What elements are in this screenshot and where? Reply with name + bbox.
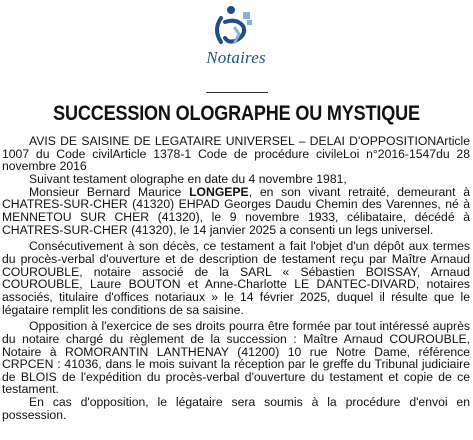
notice-paragraph-testament: Suivant testament olographe en date du 4 novembre 1981, (29, 171, 347, 186)
notice-paragraph-opposition: Opposition à l'exercice de ses droits pourra être formée par tout intéressé auprès du notaire chargé du règlement de la succession : Maître Arnaud COUROUBLE, Notaire à ROMORANTIN LANTHENAY (41200) 10 rue Notre Dame, référence CRPCEN : 41036, dans le mois suivant la réception par le greffe du Tribunal judiciaire de BLOIS de l'expédition du procès-verbal d'ouverture du testament et copie de ce testament. (2, 319, 470, 397)
divider (206, 92, 268, 93)
notice-title: SUCCESSION OLOGRAPHE OU MYSTIQUE (53, 102, 420, 125)
logo-wordmark: Notaires (206, 48, 266, 67)
notice-paragraph-deceased (2, 186, 470, 237)
notice-paragraph-header: AVIS DE SAISINE DE LEGATAIRE UNIVERSEL – DELAI D'OPPOSITIONArticle 1007 du Code civilArticle 1378-1 Code de procédure civileLoi n°2016-1547du 28 novembre 2016 (2, 134, 470, 174)
logo-arc (217, 18, 221, 42)
logo-swoosh (225, 21, 244, 42)
deceased-name: LONGEPE (189, 184, 249, 199)
notice-body (2, 135, 470, 421)
notice-paragraph-deposit: Consécutivement à son décès, ce testament a fait l'objet d'un dépôt aux termes du procès-verbal d'ouverture et de description de testament reçu par Maître Arnaud COUROUBLE, notaire associé de la SARL « Sébastien BOISSAY, Arnaud COUROUBLE, Laure BOUTON et Anne-Charlotte LE DANTEC-DIVARD, notaires associés, titulaire d'offices notariaux » le 14 février 2025, duquel il résulte que le légataire remplit les conditions de sa saisine. (2, 239, 470, 317)
logo-block (243, 12, 250, 19)
deceased-details: , en son vivant retraité, demeurant à CHATRES-SUR-CHER (41320) EHPAD Georges Daudu Chemin des Varennes, né à MENNETOU SUR CHER (41320), le 9 novembre 1933, célibataire, décédé à CHATRES-SUR-CHER (41320), le 14 janvier 2025 a consenti un legs universel. (2, 184, 470, 237)
logo-dot (227, 6, 235, 14)
logo-block (247, 20, 252, 25)
deceased-intro: Monsieur Bernard Maurice (29, 184, 190, 199)
notice-paragraph-envoi: En cas d'opposition, le légataire sera soumis à la procédure d'envoi en possession. (2, 395, 470, 422)
